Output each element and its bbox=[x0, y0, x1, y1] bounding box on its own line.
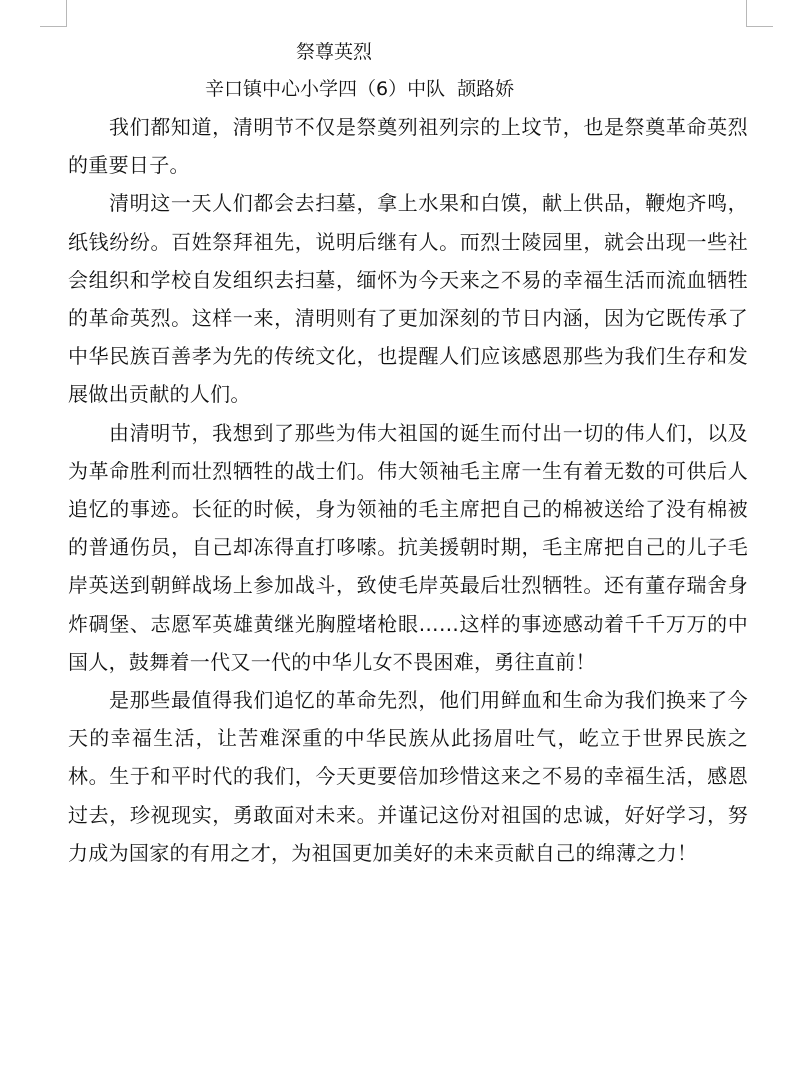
document-body[interactable] bbox=[68, 34, 748, 872]
document-title: 祭尊英烈 bbox=[296, 41, 373, 63]
paragraph-1: 我们都知道，清明节不仅是祭奠列祖列宗的上坟节，也是祭奠革命英烈的重要日子。 bbox=[68, 115, 748, 178]
page-corner-mark-top-left bbox=[40, 0, 67, 27]
page-corner-mark-top-right bbox=[746, 0, 773, 27]
paragraph-3: 由清明节，我想到了那些为伟大祖国的诞生而付出一切的伟人们，以及为革命胜利而壮烈牺牲的战士们。伟大领袖毛主席一生有着无数的可供后人追忆的事迹。长征的时候，身为领袖的毛主席把自己的棉被送给了没有棉被的普通伤员，自己却冻得直打哆嗦。抗美援朝时期，毛主席把自己的儿子毛岸英送到朝鲜战场上参加战斗，致使毛岸英最后壮烈牺牲。还有董存瑞舍身炸碉堡、志愿军英雄黄继光胸膛堵枪眼……这样的事迹感动着千千万万的中国人，鼓舞着一代又一代的中华儿女不畏困难，勇往直前！ bbox=[68, 420, 748, 674]
paragraph-4: 是那些最值得我们追忆的革命先烈，他们用鲜血和生命为我们换来了今天的幸福生活，让苦难深重的中华民族从此扬眉吐气，屹立于世界民族之林。生于和平时代的我们，今天更要倍加珍惜这来之不易的幸福生活，感恩过去，珍视现实，勇敢面对未来。并谨记这份对祖国的忠诚，好好学习，努力成为国家的有用之才，为祖国更加美好的未来贡献自己的绵薄之力！ bbox=[68, 688, 748, 865]
author-byline: 辛口镇中心小学四（6）中队 颉路娇 bbox=[205, 78, 515, 100]
paragraph-2: 清明这一天人们都会去扫墓，拿上水果和白馍，献上供品，鞭炮齐鸣，纸钱纷纷。百姓祭拜祖先，说明后继有人。而烈士陵园里，就会出现一些社会组织和学校自发组织去扫墓，缅怀为今天来之不易的幸福生活而流血牺牲的革命英烈。这样一来，清明则有了更加深刻的节日内涵，因为它既传承了中华民族百善孝为先的传统文化，也提醒人们应该感恩那些为我们生存和发展做出贡献的人们。 bbox=[68, 191, 748, 407]
